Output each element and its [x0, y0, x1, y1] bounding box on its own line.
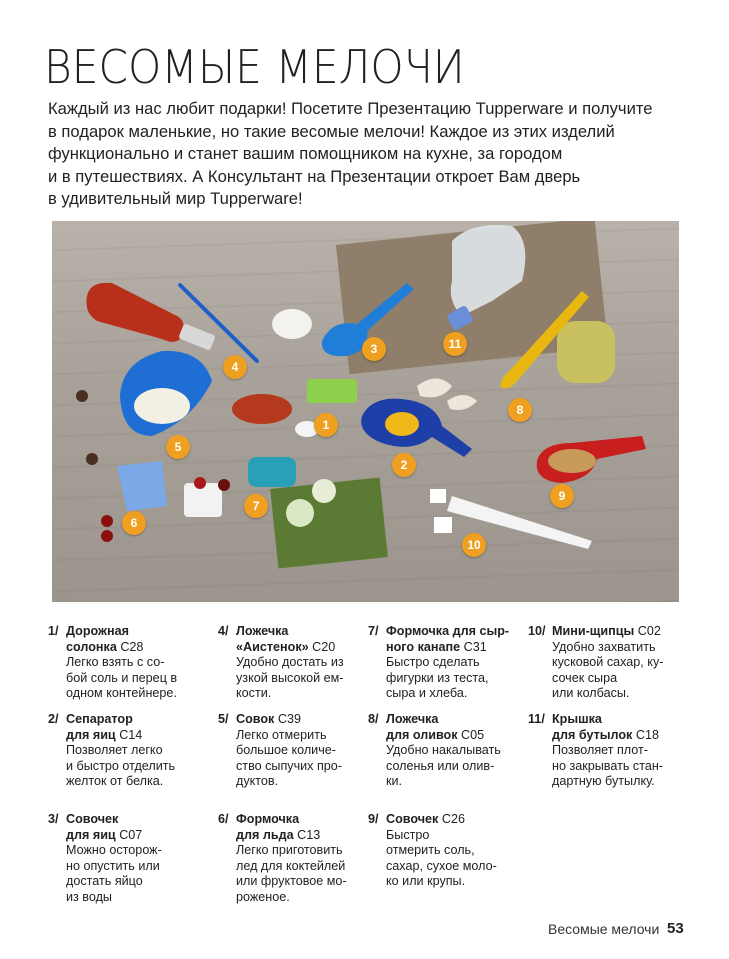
item-desc: сочек сыра: [552, 670, 618, 685]
item-desc: ко или крупы.: [386, 874, 466, 888]
item-head: Ложечка: [386, 712, 439, 726]
photo-badge: 4: [223, 355, 247, 379]
intro-line: функционально и станет вашим помощником на кухне, за городом: [48, 144, 563, 163]
item-number: 4/: [218, 624, 229, 638]
item-desc: Удобно достать из: [236, 655, 344, 669]
photo-badge: 9: [550, 484, 574, 508]
item-desc: или колбасы.: [552, 686, 630, 700]
product-item: [368, 624, 528, 702]
photo-badge: 5: [166, 435, 190, 459]
item-desc: роженое.: [236, 889, 290, 904]
product-photo: [52, 221, 679, 602]
item-number: 6/: [218, 812, 229, 826]
product-item: [48, 712, 208, 790]
item-number: 1/: [48, 624, 59, 638]
products-illustration: [52, 221, 679, 602]
intro-line: в подарок маленькие, но такие весомые мелочи! Каждое из этих изделий: [48, 121, 615, 141]
page-number: 53: [667, 920, 684, 937]
photo-badge: 10: [462, 533, 486, 557]
item-number: 10/: [528, 624, 546, 638]
product-item: [528, 712, 688, 790]
photo-badge: 1: [314, 413, 338, 437]
intro-line: Каждый из нас любит подарки! Посетите Презентацию Tupperware и получите: [48, 99, 653, 118]
item-desc: соленья или олив-: [386, 758, 495, 773]
item-desc: но опустить или: [66, 858, 160, 873]
item-head: Сепаратор: [66, 712, 133, 726]
item-number: 9/: [368, 812, 379, 826]
item-number: 3/: [48, 812, 59, 826]
item-head: Ложечка: [236, 624, 289, 638]
item-desc: сыра и хлеба.: [386, 686, 468, 700]
item-desc: Легко отмерить: [236, 727, 327, 742]
item-number: 5/: [218, 712, 229, 726]
item-head: Совочек: [66, 812, 119, 826]
item-desc: из воды: [66, 889, 112, 904]
product-item: [218, 624, 378, 702]
item-desc: лед для коктейлей: [236, 858, 346, 873]
item-number: 8/: [368, 712, 379, 726]
ketchup-bottle: [86, 283, 215, 351]
item-desc: узкой высокой ем-: [236, 670, 344, 685]
item-head: Дорожная: [66, 624, 129, 638]
item-desc: Легко взять с со-: [66, 655, 165, 669]
item-desc: кусковой сахар, ку-: [552, 655, 664, 669]
item-head: для оливок C05: [386, 727, 485, 742]
item-desc: но закрывать стан-: [552, 758, 663, 773]
item-head: Крышка: [552, 712, 602, 726]
item-number: 7/: [368, 624, 379, 638]
intro-line: в удивительный мир Tupperware!: [48, 189, 303, 208]
item-desc: Удобно захватить: [552, 639, 656, 654]
item-number: 2/: [48, 712, 59, 726]
photo-badge: 8: [508, 398, 532, 422]
photo-badge: 11: [443, 332, 467, 356]
product-item: [48, 624, 208, 702]
water-bottle: [446, 225, 525, 331]
item-head: для бутылок C18: [552, 727, 659, 742]
item-head: для льда C13: [236, 827, 321, 842]
product-item: [528, 624, 688, 702]
photo-badge: 7: [244, 494, 268, 518]
item-desc: или фруктовое мо-: [236, 874, 347, 888]
item-desc: Позволяет легко: [66, 743, 163, 757]
item-head: Формочка для сыр-: [386, 624, 510, 638]
item-desc: Можно осторож-: [66, 843, 162, 857]
item-desc: Удобно накалывать: [386, 743, 501, 757]
item-desc: ство сыпучих про-: [236, 758, 342, 773]
product-item: [368, 812, 528, 890]
product-item: [368, 712, 528, 790]
item-desc: большое количе-: [236, 743, 336, 757]
product-item: [48, 812, 208, 905]
item-desc: Легко приготовить: [236, 843, 343, 857]
item-desc: бой соль и перец в: [66, 670, 178, 685]
item-desc: и быстро отделить: [66, 758, 176, 773]
item-desc: Позволяет плот-: [552, 743, 648, 757]
product-item: [218, 812, 378, 905]
photo-badge: 2: [392, 453, 416, 477]
item-head: Формочка: [236, 812, 300, 826]
item-desc: дартную бутылку.: [552, 774, 655, 788]
item-number: 11/: [528, 712, 545, 726]
item-head: солонка C28: [66, 639, 144, 654]
footer-section-title: Весомые мелочи: [548, 921, 660, 937]
product-item: [218, 712, 378, 790]
item-head: ного канапе C31: [386, 639, 487, 654]
item-head: Совок C39: [236, 712, 301, 726]
item-desc: желток от белка.: [66, 774, 164, 788]
item-desc: фигурки из теста,: [386, 670, 489, 685]
item-head: Мини-щипцы C02: [552, 624, 661, 638]
page-title: ВЕСОМЫЕ МЕЛОЧИ: [44, 40, 465, 94]
item-desc: дуктов.: [236, 774, 279, 788]
item-head: «Аистенок» C20: [236, 639, 336, 654]
item-desc: одном контейнере.: [66, 686, 177, 700]
intro-line: и в путешествиях. А Консультант на Презентации откроет Вам дверь: [48, 166, 581, 186]
item-head: для яиц C07: [66, 827, 143, 842]
photo-badge: 3: [362, 337, 386, 361]
photo-badge: 6: [122, 511, 146, 535]
item-desc: сахар, сухое моло-: [386, 858, 497, 873]
item-head: Совочек C26: [386, 812, 465, 826]
item-desc: Быстро: [386, 827, 430, 842]
item-desc: кости.: [236, 686, 272, 700]
intro-paragraph: [48, 98, 688, 211]
item-desc: ки.: [386, 774, 403, 788]
item-desc: достать яйцо: [66, 874, 143, 888]
item-desc: Быстро сделать: [386, 655, 480, 669]
item-head: для яиц C14: [66, 727, 143, 742]
item-desc: отмерить соль,: [386, 843, 475, 857]
